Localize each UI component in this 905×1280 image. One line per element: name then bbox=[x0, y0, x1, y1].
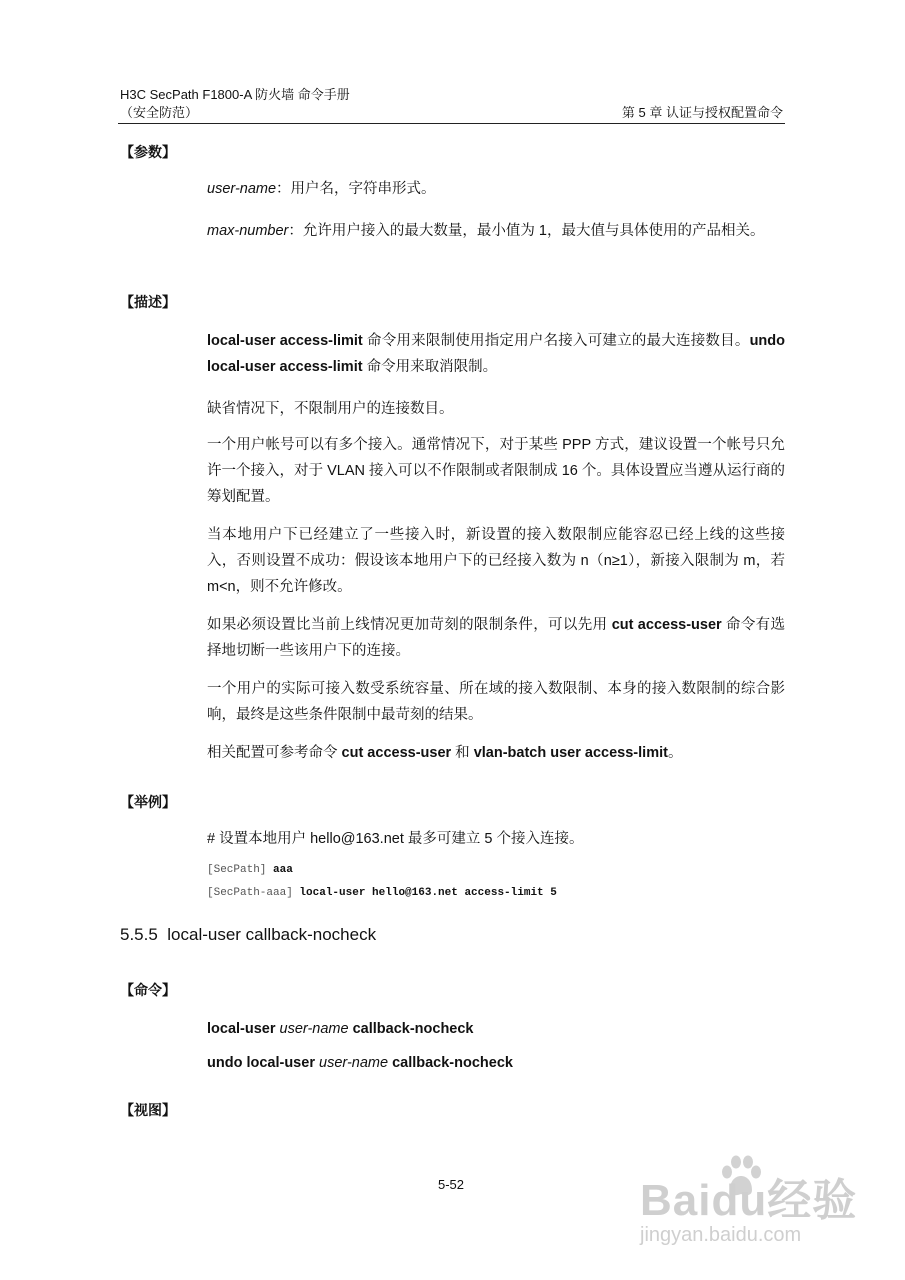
description-para-1: local-user access-limit 命令用来限制使用指定用户名接入可建立的最大连接数目。undo local-user access-limit 命令用来取消限制。 bbox=[207, 333, 785, 375]
example-comment: # 设置本地用户 hello@163.net 最多可建立 5 个接入连接。 bbox=[207, 831, 584, 847]
description-para-7: 相关配置可参考命令 cut access-user 和 vlan-batch user access-limit。 bbox=[207, 745, 683, 761]
view-heading: 【视图】 bbox=[120, 1102, 176, 1118]
code-line-1: [SecPath] aaa bbox=[207, 864, 293, 876]
header-rule bbox=[118, 123, 785, 124]
param-name: max-number bbox=[207, 223, 289, 239]
command-syntax-2: undo local-user user-name callback-nocheck bbox=[207, 1055, 513, 1071]
param-name: user-name bbox=[207, 181, 277, 197]
header-title: H3C SecPath F1800-A 防火墙 命令手册 bbox=[120, 87, 350, 102]
param-max-number: max-number：允许用户接入的最大数量，最小值为 1，最大值与具体使用的产品相关。 bbox=[207, 223, 765, 239]
header-subtitle: （安全防范） bbox=[120, 105, 199, 120]
description-para-2: 缺省情况下，不限制用户的连接数目。 bbox=[207, 401, 454, 417]
watermark-brand: Baidu经验 bbox=[640, 1176, 858, 1225]
example-heading: 【举例】 bbox=[120, 794, 176, 810]
code-line-2: [SecPath-aaa] local-user hello@163.net access-limit 5 bbox=[207, 887, 557, 899]
header-chapter: 第 5 章 认证与授权配置命令 bbox=[621, 105, 783, 120]
command-syntax-1: local-user user-name callback-nocheck bbox=[207, 1021, 474, 1037]
watermark-url: jingyan.baidu.com bbox=[640, 1224, 802, 1246]
description-heading: 【描述】 bbox=[120, 294, 176, 310]
description-para-3: 一个用户帐号可以有多个接入。通常情况下，对于某些 PPP 方式，建议设置一个帐号只允许一个接入，对于 VLAN 接入可以不作限制或者限制成 16 个。具体设置应当遵从运行商的筹划配置。 bbox=[207, 437, 785, 505]
command-heading: 【命令】 bbox=[120, 982, 176, 998]
param-user-name: user-name：用户名，字符串形式。 bbox=[207, 181, 436, 197]
params-heading: 【参数】 bbox=[120, 144, 176, 160]
description-para-6: 一个用户的实际可接入数受系统容量、所在域的接入数限制、本身的接入数限制的综合影响，最终是这些条件限制中最苛刻的结果。 bbox=[207, 681, 785, 723]
baidu-watermark bbox=[640, 1150, 870, 1260]
description-para-5: 如果必须设置比当前上线情况更加苛刻的限制条件，可以先用 cut access-user 命令有选择地切断一些该用户下的连接。 bbox=[207, 617, 785, 659]
page-number: 5-52 bbox=[438, 1177, 465, 1192]
subsection-title: 5.5.5 local-user callback-nocheck bbox=[120, 925, 377, 944]
description-para-4: 当本地用户下已经建立了一些接入时，新设置的接入数限制应能容忍已经上线的这些接入，否则设置不成功：假设该本地用户下的已经接入数为 n（n≥1），新接入限制为 m，若 m<n，则不允许修改。 bbox=[207, 527, 785, 595]
page-header bbox=[120, 86, 350, 122]
